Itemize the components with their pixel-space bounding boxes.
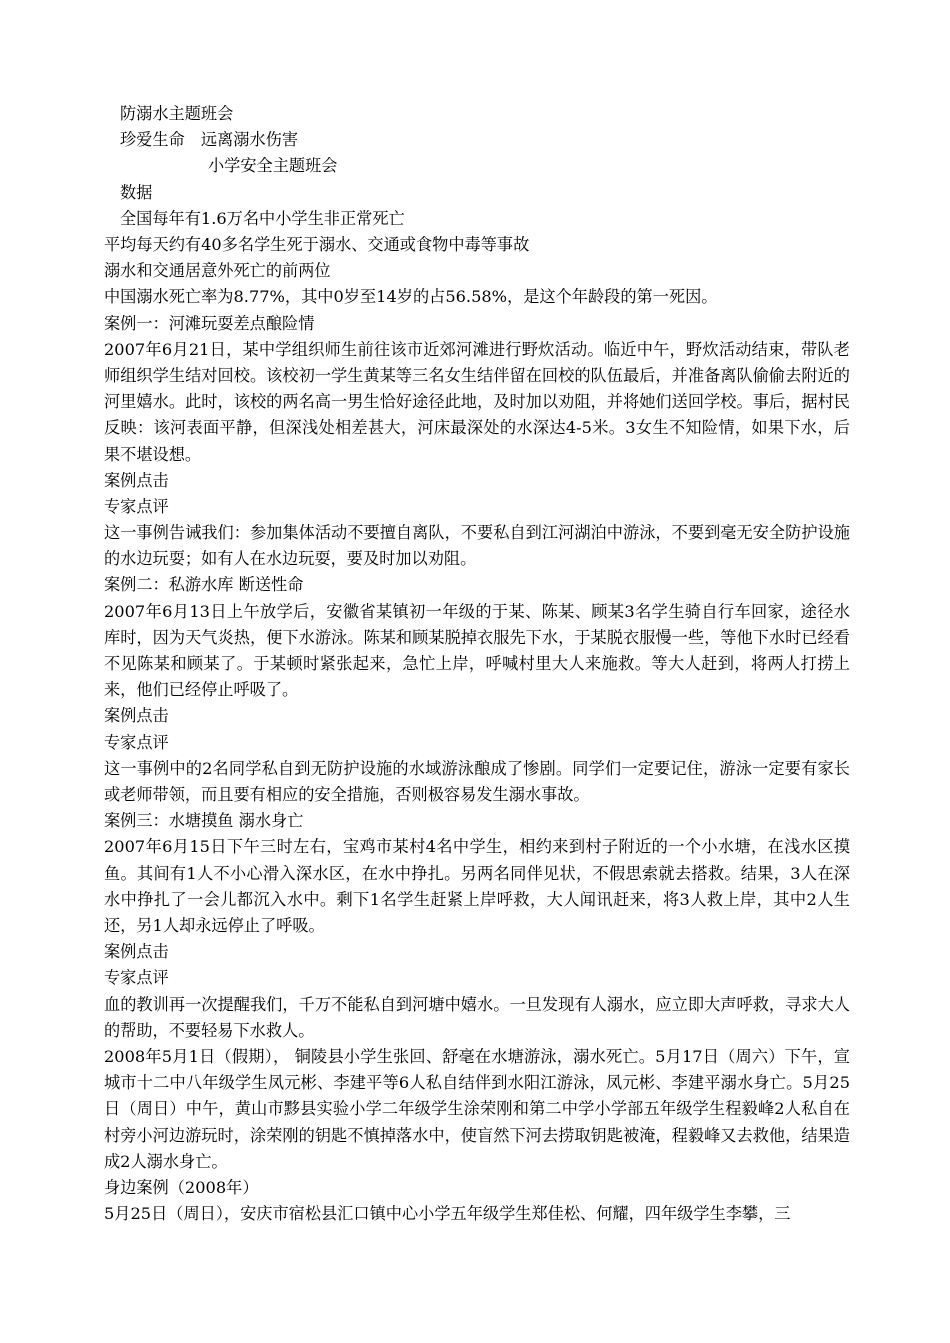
document-title: 防溺水主题班会 — [120, 104, 234, 123]
nearby-cases-heading: 身边案例（2008年） — [104, 1178, 259, 1198]
case2-comment: 这一事例中的2名同学私自到无防护设施的水域游泳酿成了惨剧。同学们一定要记住，游泳一定要有家长或老师带领，而且要有相应的安全措施，否则极容易发生溺水事故。 — [104, 758, 850, 805]
case1-click-label: 案例点击 — [104, 470, 169, 490]
case1-heading: 案例一：河滩玩耍差点酿险情 — [104, 313, 315, 333]
news-2008-paragraph: 2008年5月1日（假期）， 铜陵县小学生张回、舒毫在水塘游泳，溺水死亡。5月17日（周六）下午，宣城市十二中八年级学生凤元彬、李建平等6人私自结伴到水阳江游泳，凤元彬、李建平溺水身亡。5月25日（周日）中午，黄山市黟县实验小学二年级学生涂荣刚和第二中学小学部五年级学生程毅峰2人私自在村旁小河边游玩时，涂荣刚的钥匙不慎掉落水中，使盲然下河去捞取钥匙被淹，程毅峰又去救他，结果造成2人溺水身亡。 — [104, 1047, 850, 1171]
document-subtitle-2: 小学安全主题班会 — [208, 156, 338, 176]
document-body — [104, 101, 850, 1227]
case1-expert-label: 专家点评 — [104, 496, 169, 516]
case3-comment: 血的教训再一次提醒我们，千万不能私自到河塘中嬉水。一旦发现有人溺水，应立即大声呼救，寻求大人的帮助，不要轻易下水救人。 — [104, 994, 850, 1040]
data-line: 中国溺水死亡率为8.77%，其中0岁至14岁的占56.58%，是这个年龄段的第一死因。 — [104, 287, 718, 307]
case3-heading: 案例三：水塘摸鱼 溺水身亡 — [104, 811, 304, 831]
document-subtitle: 珍爱生命 远离溺水伤害 — [120, 130, 299, 150]
data-line: 溺水和交通居意外死亡的前两位 — [104, 261, 331, 281]
case2-body: 2007年6月13日上午放学后，安徽省某镇初一年级的于某、陈某、顾某3名学生骑自行车回家，途径水库时，因为天气炎热，便下水游泳。陈某和顾某脱掉衣服先下水，于某脱衣服慢一些，等他下水时已经看不见陈某和顾某了。于某顿时紧张起来，急忙上岸，呼喊村里大人来施救。等大人赶到，将两人打捞上来，他们已经停止呼吸了。 — [104, 601, 850, 700]
nearby-cases-body: 5月25日（周日），安庆市宿松县汇口镇中心小学五年级学生郑佳松、何耀，四年级学生李攀，三 — [104, 1204, 791, 1224]
case1-comment: 这一事例告诫我们：参加集体活动不要擅自离队，不要私自到江河湖泊中游泳，不要到毫无安全防护设施的水边玩耍；如有人在水边玩耍，要及时加以劝阻。 — [104, 523, 850, 569]
case3-expert-label: 专家点评 — [104, 968, 169, 988]
case2-heading: 案例二：私游水库 断送性命 — [104, 575, 304, 595]
case3-click-label: 案例点击 — [104, 942, 169, 962]
case3-body: 2007年6月15日下午三时左右，宝鸡市某村4名中学生，相约来到村子附近的一个小水塘，在浅水区摸鱼。其间有1人不小心滑入深水区，在水中挣扎。另两名同伴见状，不假思索就去搭救。结果，3人在深水中挣扎了一会儿都沉入水中。剩下1名学生赶紧上岸呼救，大人闻讯赶来，将3人救上岸，其中2人生还，另1人却永远停止了呼吸。 — [104, 837, 850, 936]
data-heading: 数据 — [120, 182, 153, 202]
data-line: 平均每天约有40多名学生死于溺水、交通或食物中毒等事故 — [104, 234, 530, 254]
case2-expert-label: 专家点评 — [104, 732, 169, 752]
case1-body: 2007年6月21日，某中学组织师生前往该市近郊河滩进行野炊活动。临近中午，野炊活动结束，带队老师组织学生结对回校。该校初一学生黄某等三名女生结伴留在回校的队伍最后，并准备离队偷偷去附近的河里嬉水。此时，该校的两名高一男生恰好途径此地，及时加以劝阻，并将她们送回学校。事后，据村民反映：该河表面平静，但深浅处相差甚大，河床最深处的水深达4-5米。3女生不知险情，如果下水，后果不堪设想。 — [104, 339, 850, 464]
data-line: 全国每年有1.6万名中小学生非正常死亡 — [120, 208, 405, 228]
case2-click-label: 案例点击 — [104, 706, 169, 726]
